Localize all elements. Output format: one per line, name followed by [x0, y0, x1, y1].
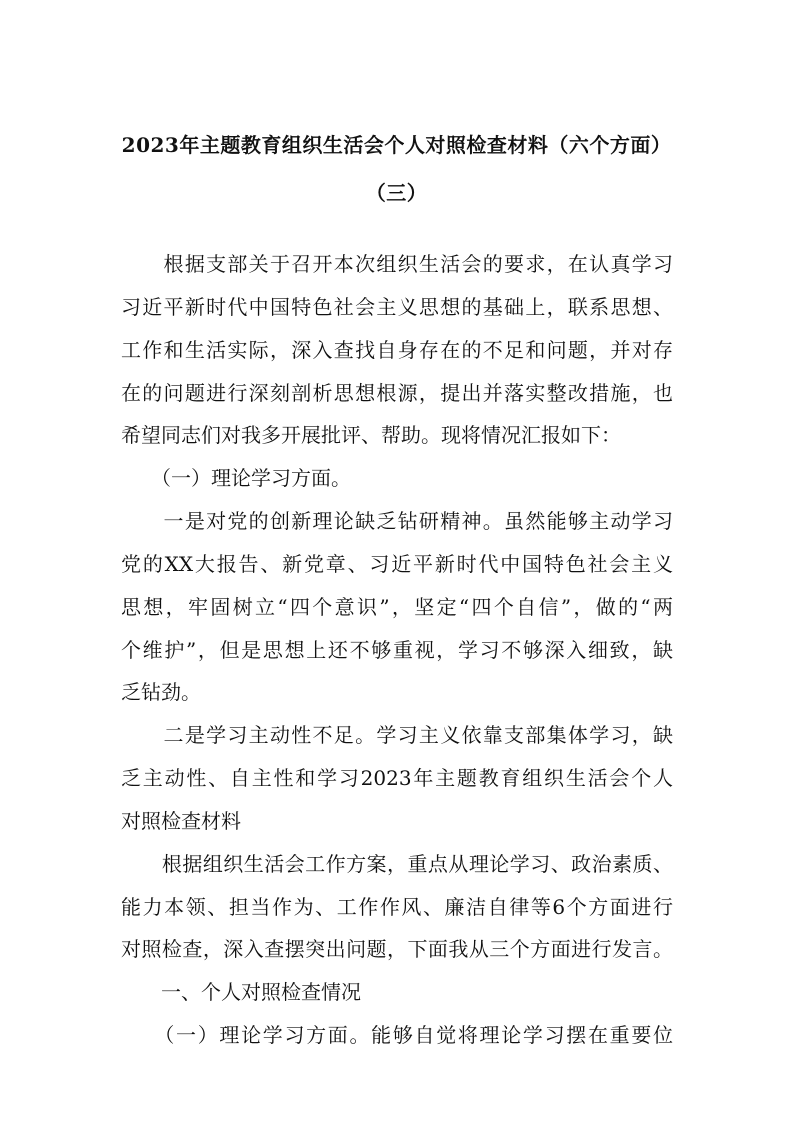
- paragraph-line: 党的XX大报告、新党章、习近平新时代中国特色社会主义: [121, 552, 673, 576]
- document-subtitle: （三）: [365, 181, 428, 205]
- section-heading: （一）理论学习方面。: [121, 466, 351, 490]
- paragraph-line: 乏钻劲。: [121, 680, 201, 704]
- paragraph-line: 思想，牢固树立“四个意识”，坚定“四个自信”，做的“两: [121, 595, 673, 619]
- paragraph-line: 二是学习主动性不足。学习主义依靠支部集体学习，缺: [121, 723, 673, 747]
- paragraph-line: 一是对党的创新理论缺乏钻研精神。虽然能够主动学习: [121, 509, 673, 533]
- paragraph-line: 根据组织生活会工作方案，重点从理论学习、政治素质、: [121, 852, 673, 876]
- paragraph-line: 能力本领、担当作为、工作作风、廉洁自律等6个方面进行: [121, 895, 673, 919]
- document-title: 2023年主题教育组织生活会个人对照检查材料（六个方面）: [121, 133, 672, 157]
- paragraph-line: 对照检查，深入查摆突出问题，下面我从三个方面进行发言。: [121, 937, 673, 961]
- paragraph-line: 根据支部关于召开本次组织生活会的要求，在认真学习: [121, 252, 673, 276]
- paragraph-line: 习近平新时代中国特色社会主义思想的基础上，联系思想、: [121, 295, 673, 319]
- paragraph-line: 工作和生活实际，深入查找自身存在的不足和问题，并对存: [121, 338, 673, 362]
- section-heading: 一、个人对照检查情况: [121, 980, 361, 1004]
- paragraph-line: 对照检查材料: [121, 809, 241, 833]
- paragraph-line: （一）理论学习方面。能够自觉将理论学习摆在重要位: [121, 1023, 673, 1047]
- paragraph-line: 在的问题进行深刻剖析思想根源，提出并落实整改措施，也: [121, 381, 673, 405]
- paragraph-line: 个维护”，但是思想上还不够重视，学习不够深入细致，缺: [121, 638, 673, 662]
- paragraph-line: 希望同志们对我多开展批评、帮助。现将情况汇报如下：: [121, 423, 621, 447]
- paragraph-line: 乏主动性、自主性和学习2023年主题教育组织生活会个人: [121, 766, 673, 790]
